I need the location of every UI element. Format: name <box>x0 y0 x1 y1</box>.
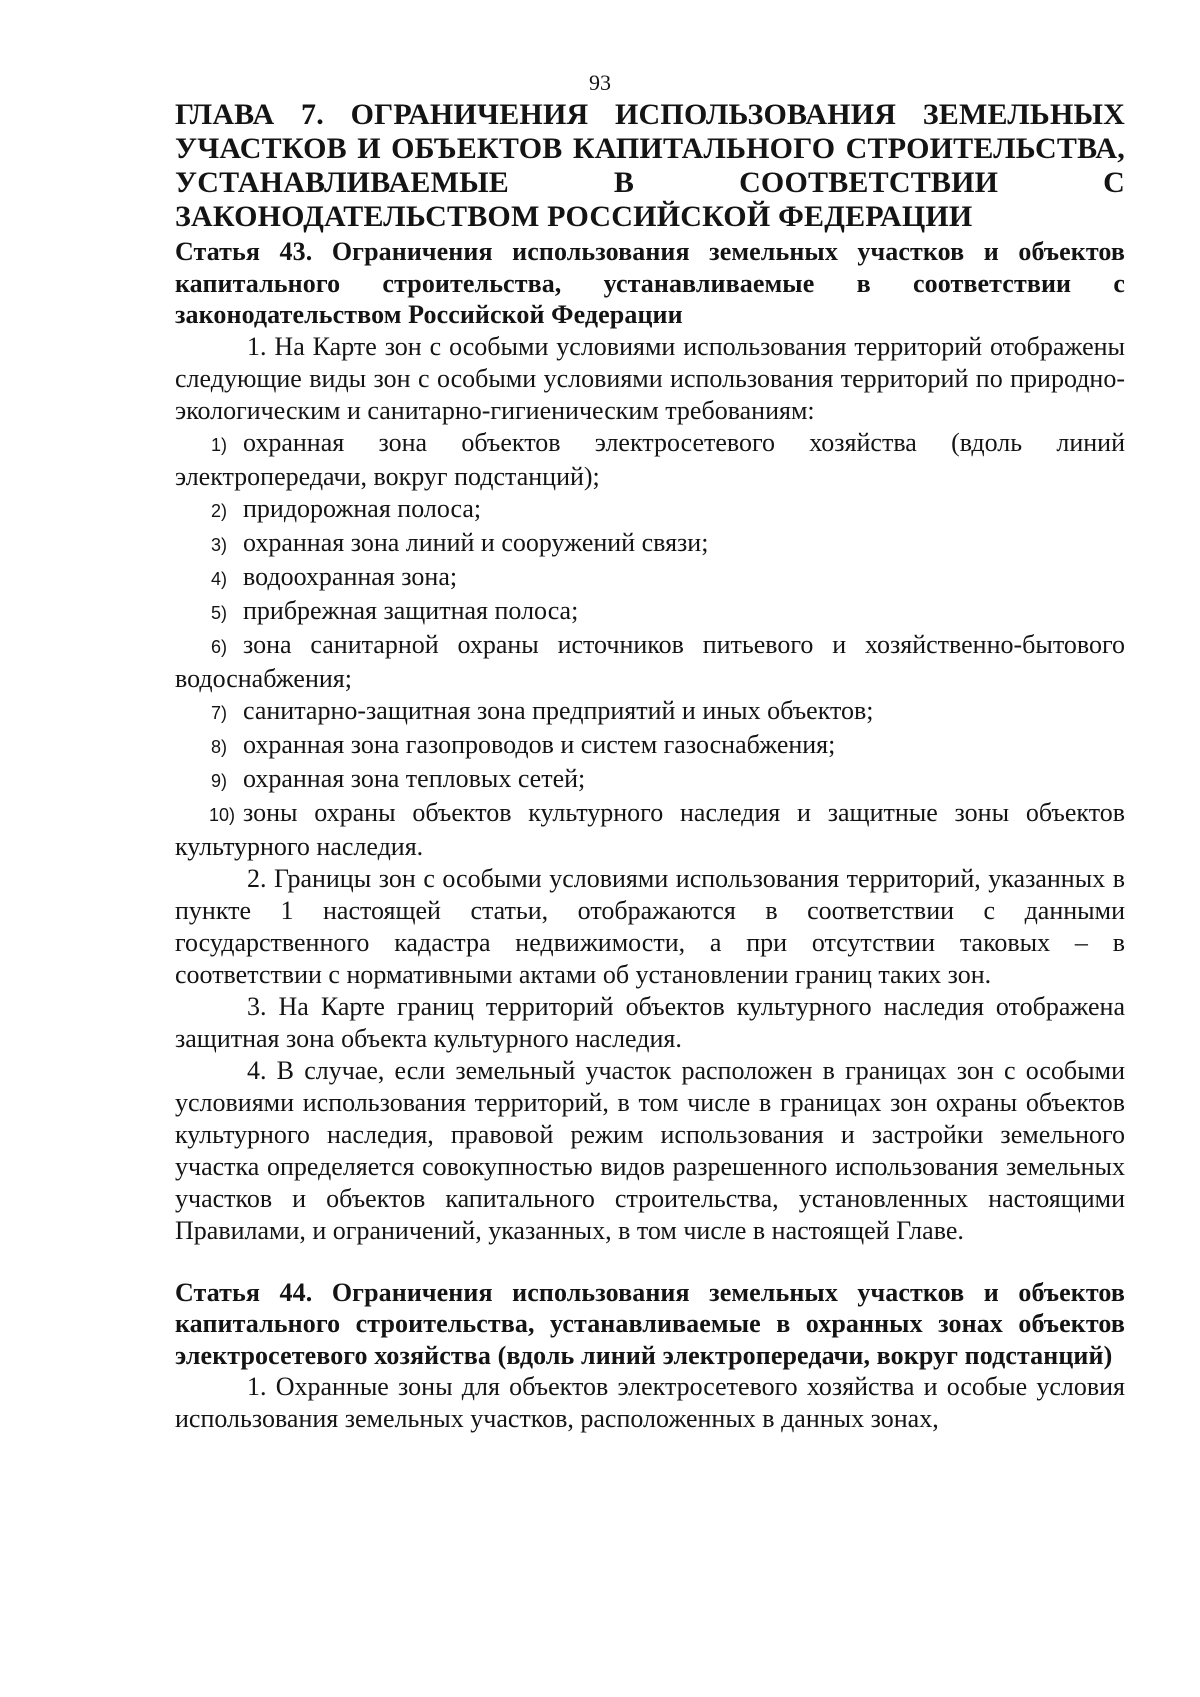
section-spacer <box>175 1247 1125 1277</box>
list-item-number: 7) <box>211 702 228 723</box>
article-43-title: Статья 43. Ограничения использования земельных участков и объектов капитального строительства, устанавливаемые в соответствии с законодательством Российской Федерации <box>175 237 1125 329</box>
article-44-paragraph-1: 1. Охранные зоны для объектов электросетевого хозяйства и особые условия использования земельных участков, расположенных в данных зонах, <box>175 1372 1125 1433</box>
list-item <box>175 427 1125 493</box>
list-item-number: 9) <box>211 770 228 791</box>
list-item <box>175 729 1125 763</box>
list-item <box>175 527 1125 561</box>
list-item-number: 1) <box>211 434 228 455</box>
list-item-text: прибрежная защитная полоса; <box>243 595 579 625</box>
list-item-number: 6) <box>211 636 228 657</box>
article-43-list <box>175 427 1125 863</box>
list-item-number: 5) <box>211 602 228 623</box>
list-item <box>175 629 1125 695</box>
article-43-paragraph-1: 1. На Карте зон с особыми условиями использования территорий отображены следующие виды зон с особыми условиями использования территорий по природно-экологическим и санитарно-гигиеническим требованиям: <box>175 331 1125 425</box>
list-item-text: охранная зона объектов электросетевого хозяйства (вдоль линий электропередачи, вокруг подстанций); <box>175 427 1125 491</box>
list-item-text: зона санитарной охраны источников питьевого и хозяйственно-бытового водоснабжения; <box>175 629 1125 693</box>
article-43-paragraph-4: 4. В случае, если земельный участок расположен в границах зон с особыми условиями использования территорий, в том числе в границах зон охраны объектов культурного наследия, правовой режим использования и застройки земельного участка определяется совокупностью видов разрешенного использования земельных участков и объектов капитального строительства, установленных настоящими Правилами, и ограничений, указанных, в том числе в настоящей Главе. <box>175 1055 1125 1245</box>
list-item-text: зоны охраны объектов культурного наследия и защитные зоны объектов культурного наследия. <box>175 797 1125 861</box>
list-item <box>175 493 1125 527</box>
list-item-text: придорожная полоса; <box>243 493 482 523</box>
chapter-title: ГЛАВА 7. ОГРАНИЧЕНИЯ ИСПОЛЬЗОВАНИЯ ЗЕМЕЛЬНЫХ УЧАСТКОВ И ОБЪЕКТОВ КАПИТАЛЬНОГО СТРОИТЕЛЬСТВА, УСТАНАВЛИВАЕМЫЕ В СООТВЕТСТВИИ С ЗАКОНОДАТЕЛЬСТВОМ РОССИЙСКОЙ ФЕДЕРАЦИИ <box>175 98 1125 233</box>
list-item <box>175 595 1125 629</box>
list-item-text: охранная зона линий и сооружений связи; <box>243 527 709 557</box>
article-44-title: Статья 44. Ограничения использования земельных участков и объектов капитального строительства, устанавливаемые в охранных зонах объектов электросетевого хозяйства (вдоль линий электропередачи, вокруг подстанций) <box>175 1277 1125 1370</box>
list-item <box>175 763 1125 797</box>
list-item <box>175 695 1125 729</box>
list-item-number: 8) <box>211 736 228 757</box>
list-item-number: 4) <box>211 568 228 589</box>
list-item-text: охранная зона газопроводов и систем газоснабжения; <box>243 729 836 759</box>
list-item <box>175 797 1125 863</box>
list-item-number: 3) <box>211 534 228 555</box>
list-item-text: водоохранная зона; <box>243 561 458 591</box>
list-item-number: 2) <box>211 500 228 521</box>
list-item-text: санитарно-защитная зона предприятий и иных объектов; <box>243 695 874 725</box>
list-item <box>175 561 1125 595</box>
list-item-number: 10) <box>209 804 236 825</box>
page-number: 93 <box>589 70 611 95</box>
list-item-text: охранная зона тепловых сетей; <box>243 763 586 793</box>
article-43-paragraph-2: 2. Границы зон с особыми условиями использования территорий, указанных в пункте 1 настоящей статьи, отображаются в соответствии с данными государственного кадастра недвижимости, а при отсутствии таковых – в соответствии с нормативными актами об установлении границ таких зон. <box>175 863 1125 989</box>
article-43-paragraph-3: 3. На Карте границ территорий объектов культурного наследия отображена защитная зона объекта культурного наследия. <box>175 991 1125 1053</box>
page-content <box>175 98 1125 1435</box>
